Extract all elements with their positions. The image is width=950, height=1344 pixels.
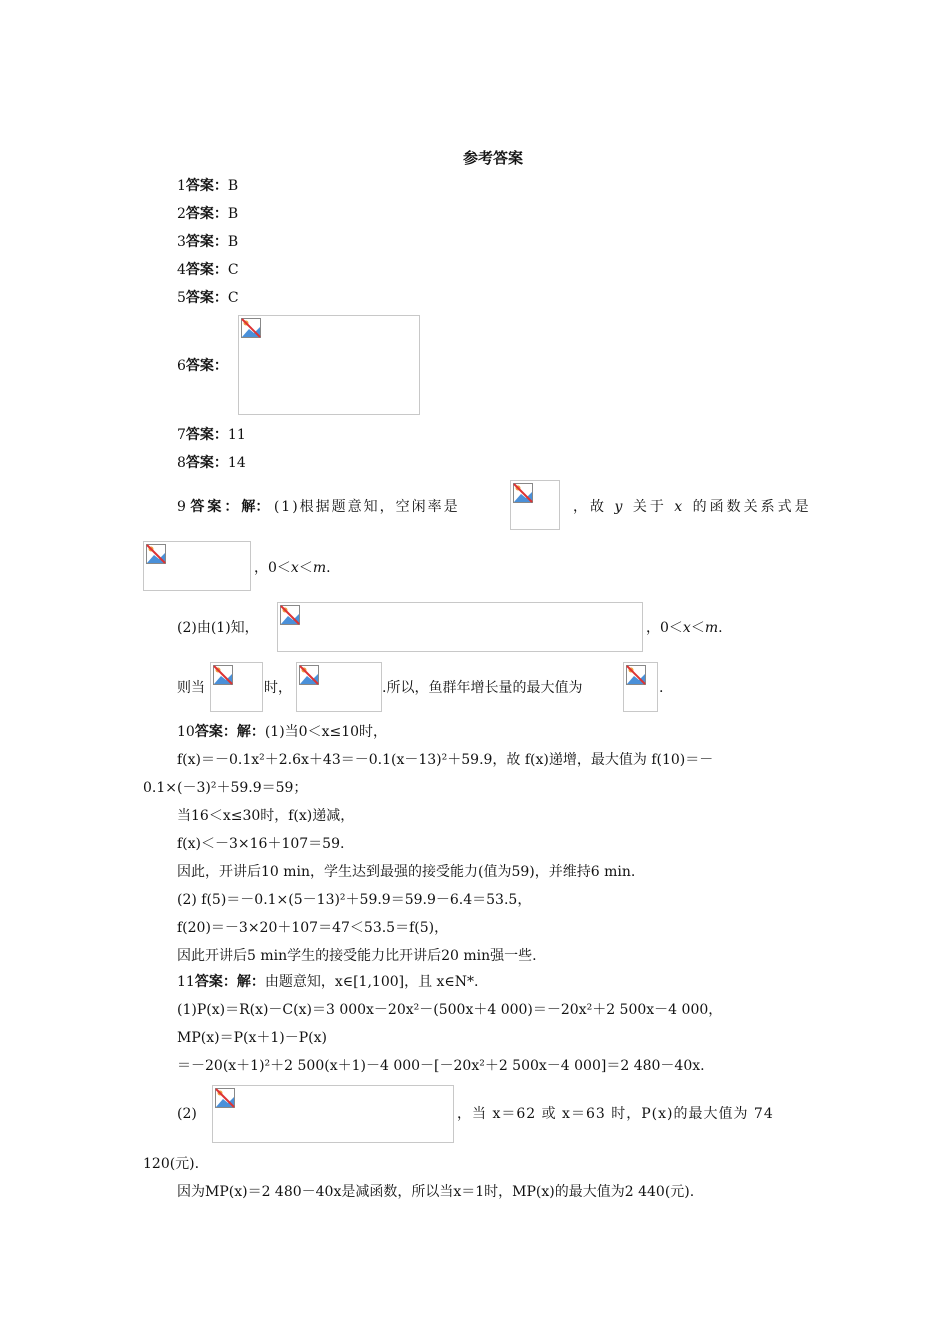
q10-line4: 当16＜x≤30时，f(x)递减， <box>177 808 355 824</box>
broken-image-q9-ymax <box>296 662 382 712</box>
broken-image-icon <box>513 483 533 503</box>
broken-image-icon <box>215 1088 235 1108</box>
answer-4: 4答案：C <box>177 262 239 278</box>
broken-image-icon <box>626 665 646 685</box>
answer-7: 7答案：11 <box>177 427 246 443</box>
broken-image-q11-px <box>212 1085 454 1143</box>
q9-line1-right: ，故 y 关于 x 的函数关系式是 <box>573 499 812 515</box>
answer-3: 3答案：B <box>177 234 239 250</box>
q9-line3-tail: ，0＜x＜m. <box>646 620 723 636</box>
broken-image-q9-rate <box>510 480 560 530</box>
q11-line2: (1)P(x)＝R(x)－C(x)＝3 000x－20x²－(500x＋4 000)＝－20x²＋2 500x－4 000， <box>177 1002 723 1018</box>
broken-image-icon <box>280 605 300 625</box>
q9-line4-b: 时， <box>264 680 292 696</box>
q10-line9: 因此开讲后5 min学生的接受能力比开讲后20 min强一些. <box>177 948 537 964</box>
q11-line5-b: ，当 x＝62 或 x＝63 时，P(x)的最大值为 74 <box>457 1106 774 1122</box>
broken-image-icon <box>213 665 233 685</box>
q11-line6: 120(元). <box>143 1156 200 1172</box>
broken-image-icon <box>299 665 319 685</box>
broken-image-answer-6 <box>238 315 420 415</box>
answer-6: 6答案： <box>177 358 228 374</box>
q11-line1: 11答案：解：由题意知，x∈[1,100]，且 x∈N*. <box>177 974 479 990</box>
q9-line2: ，0＜x＜m. <box>254 560 331 576</box>
broken-image-q9-max <box>623 662 658 712</box>
q11-line5-a: (2) <box>177 1106 197 1122</box>
answer-8: 8答案：14 <box>177 455 246 471</box>
q9-line4-a: 则当 <box>177 680 205 696</box>
broken-image-q9-x <box>210 662 263 712</box>
broken-image-icon <box>146 544 166 564</box>
q10-line2: f(x)＝－0.1x²＋2.6x＋43＝－0.1(x－13)²＋59.9，故 f(x)递增，最大值为 f(10)＝－ <box>177 752 714 768</box>
q9-line3: (2)由(1)知， <box>177 620 259 636</box>
q9-line4-d: . <box>659 680 664 696</box>
answer-2: 2答案：B <box>177 206 239 222</box>
broken-image-q9-growth <box>277 602 643 652</box>
q9-line4-c: .所以，鱼群年增长量的最大值为 <box>382 680 583 696</box>
q10-line7: (2) f(5)＝－0.1×(5－13)²＋59.9＝59.9－6.4＝53.5， <box>177 892 532 908</box>
q9-line1-left: 9 答案：解： (1)根据题意知，空闲率是 <box>177 499 460 515</box>
q10-line5: f(x)＜－3×16＋107＝59. <box>177 836 345 852</box>
q11-line4: ＝－20(x＋1)²＋2 500(x＋1)－4 000－[－20x²＋2 500x－4 000]＝2 480－40x. <box>177 1058 705 1074</box>
q10-line6: 因此，开讲后10 min，学生达到最强的接受能力(值为59)，并维持6 min. <box>177 864 636 880</box>
answer-5: 5答案：C <box>177 290 239 306</box>
answer-1: 1答案：B <box>177 178 239 194</box>
q10-line8: f(20)＝－3×20＋107＝47＜53.5＝f(5)， <box>177 920 449 936</box>
broken-image-icon <box>241 318 261 338</box>
q10-line3: 0.1×(－3)²＋59.9＝59； <box>143 780 308 796</box>
q10-line1: 10答案：解：(1)当0＜x≤10时， <box>177 724 388 740</box>
broken-image-q9-func <box>143 541 251 591</box>
q11-line7: 因为MP(x)＝2 480－40x是减函数，所以当x＝1时，MP(x)的最大值为2 440(元). <box>177 1184 695 1200</box>
q11-line3: MP(x)＝P(x＋1)－P(x) <box>177 1030 327 1046</box>
page-title: 参考答案 <box>462 149 523 167</box>
